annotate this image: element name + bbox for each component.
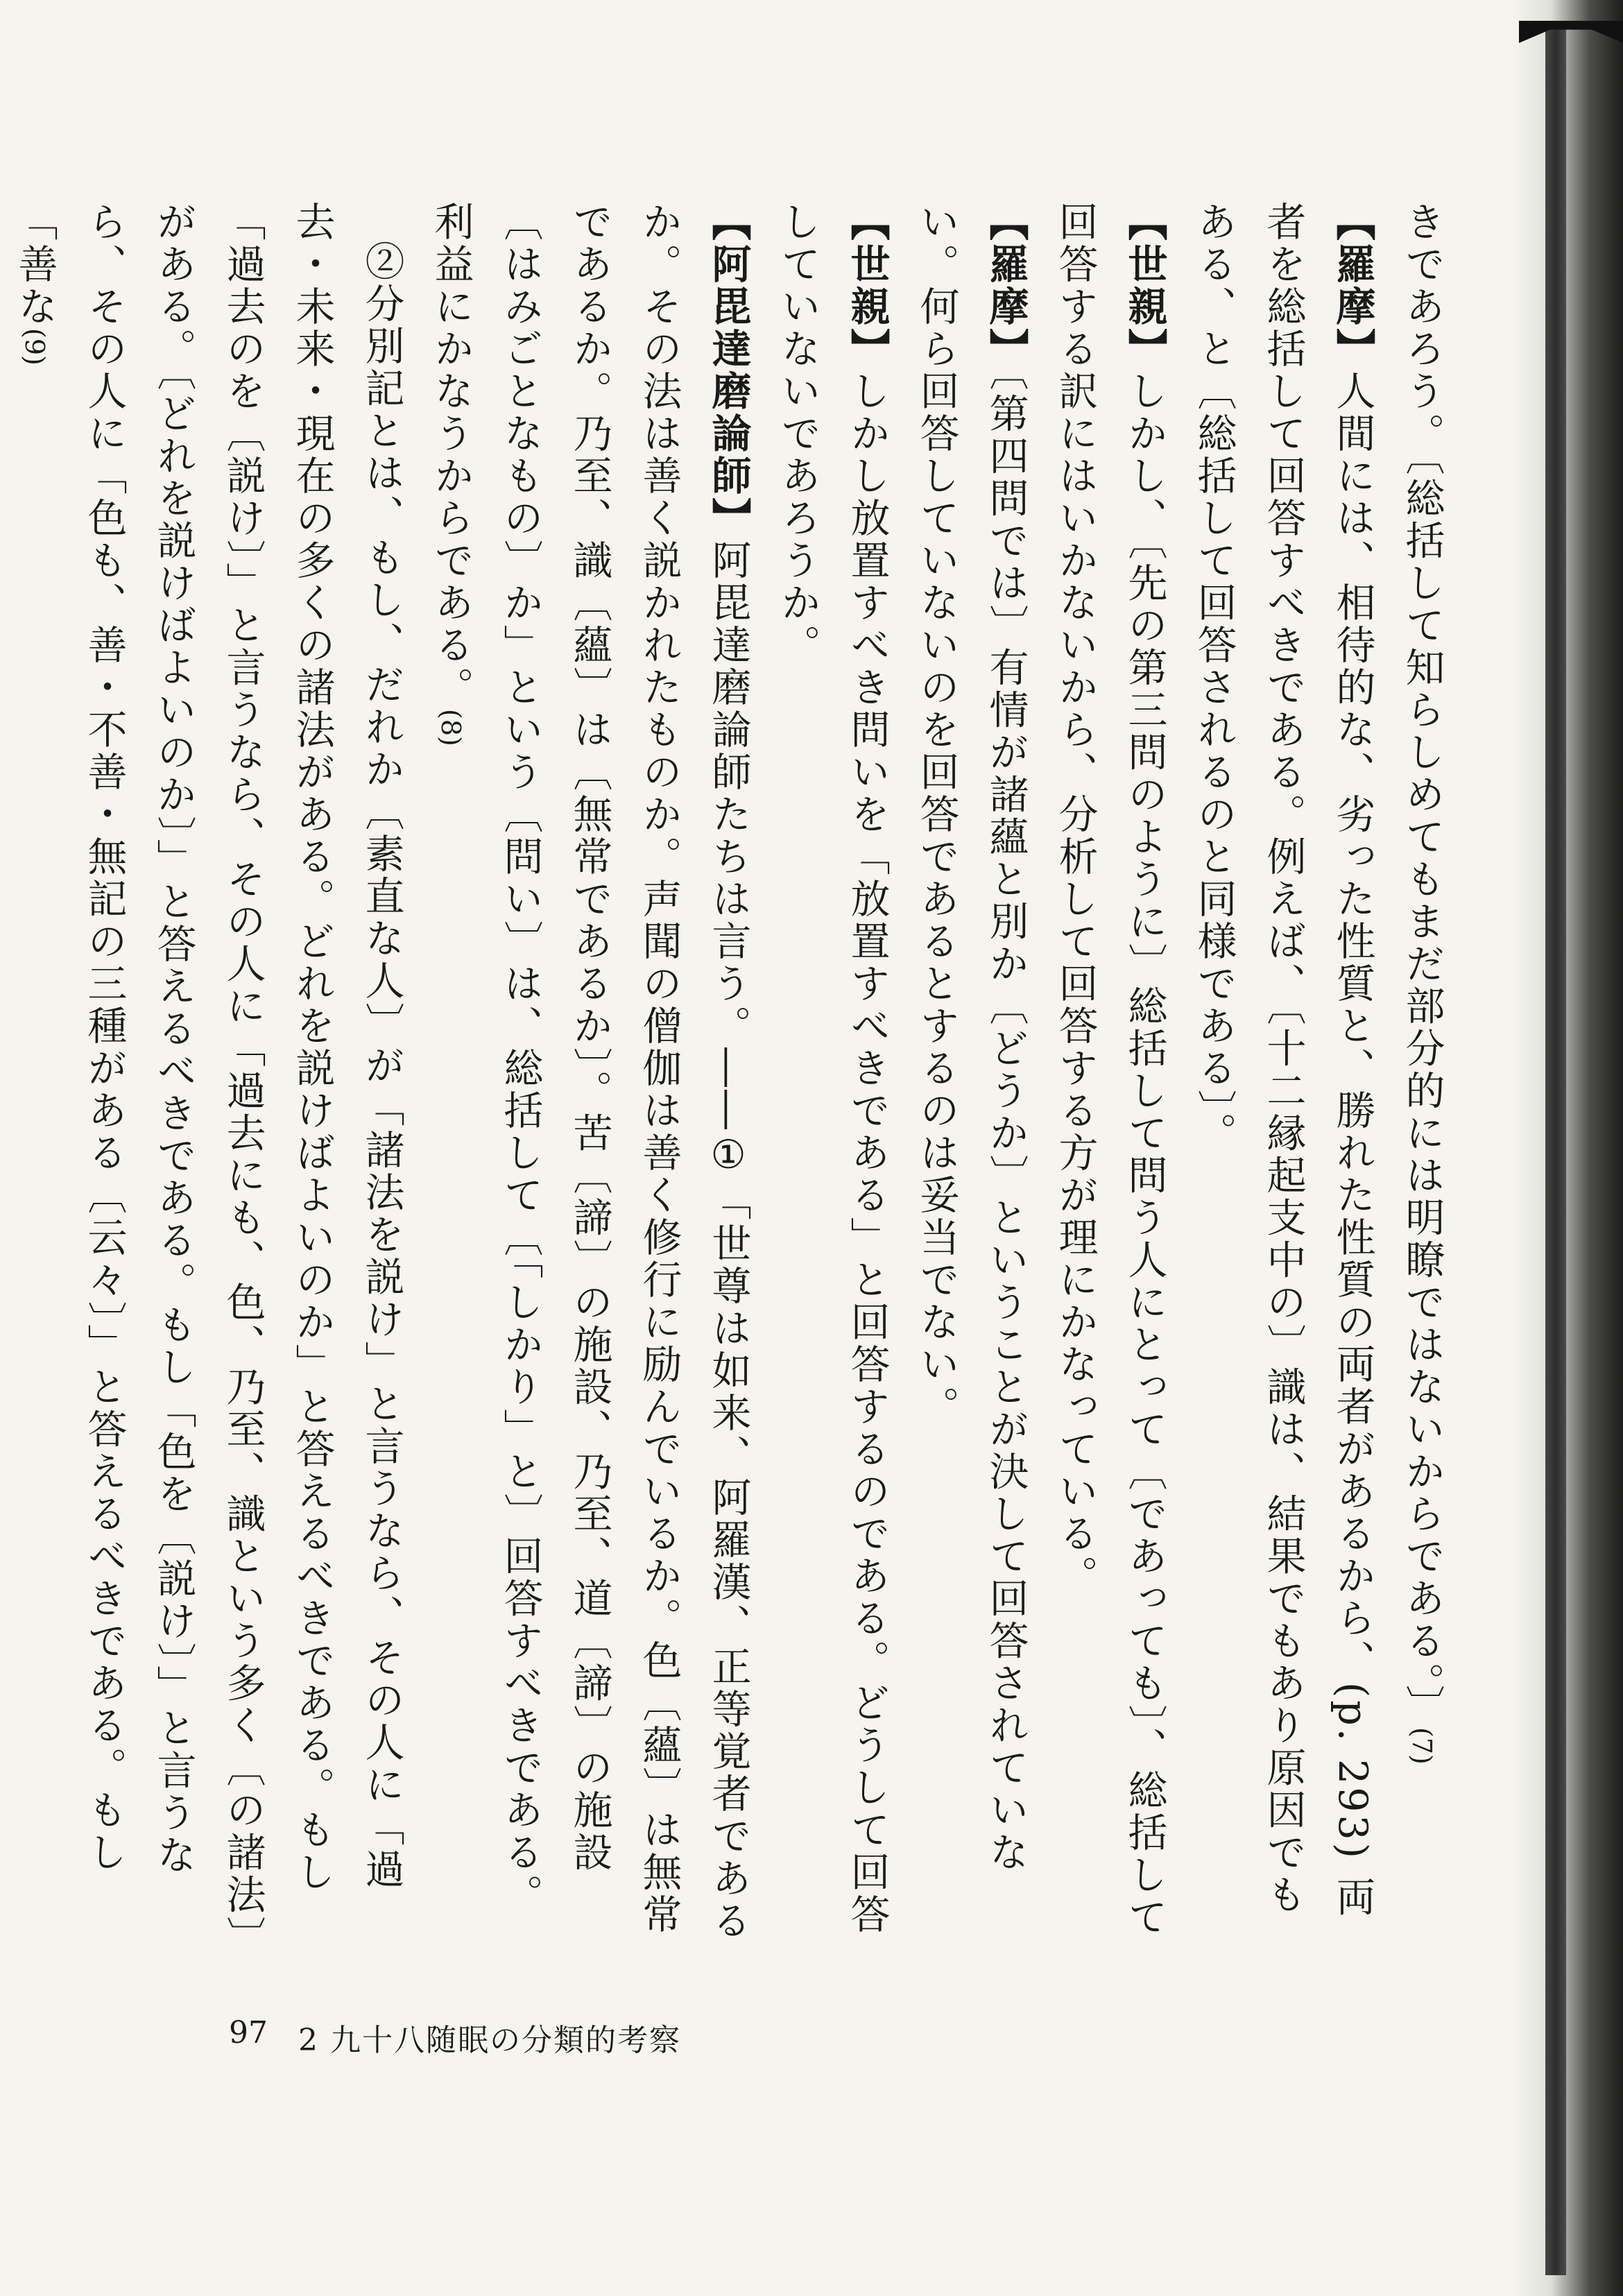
- paragraph-1: [1387, 201, 1457, 1949]
- speaker-label: 【羅摩】: [1330, 201, 1375, 370]
- book-spine-bar: [1545, 21, 1566, 2275]
- paragraph-3: [1040, 201, 1179, 1949]
- footnote-marker: (9): [19, 328, 50, 366]
- paragraph-4: [902, 201, 1040, 1949]
- paragraph-text: きであろう。〔総括して知らしめてもまだ部分的には明瞭ではないからである。〕: [1399, 201, 1445, 1727]
- speaker-label: 【羅摩】: [983, 201, 1029, 370]
- paragraph-text: 〔第四問では〕有情が諸蘊と別か〔どうか〕ということが決して回答されていない。何ら回答していないのを回答であるとするのは妥当でない。: [913, 201, 1029, 1874]
- paragraph-text: 人間には、相待的な、劣った性質と、勝れた性質の両者があるから、(p. 293) 両者を総括して回答すべきである。例えば、〔十二縁起支中の〕識は、結果でもあり原因でもある、と〔総括して回答されるのと同様である〕。: [1191, 201, 1375, 1919]
- speaker-label: 【阿毘達磨論師】: [705, 201, 751, 540]
- paragraph-text: しかし、〔先の第三問のように〕総括して問う人にとって〔であっても〕、総括して回答する訳にはいかないから、分析して回答する方が理にかなっている。: [1052, 201, 1167, 1939]
- vertical-text-block: [12, 201, 1457, 1949]
- paragraph-text: 阿毘達磨論師たちは言う。――①「世尊は如来、阿羅漢、正等覚者であるか。その法は善く説かれたものか。声聞の僧伽は善く修行に励んでいるか。色〔蘊〕は無常であるか。乃至、識〔蘊〕は〔無常であるか〕。苦〔諦〕の施設、乃至、道〔諦〕の施設〔はみごとなもの〕か」という〔問い〕は、総括して〔「しかり」と〕回答すべきである。利益にかなうからである。: [428, 201, 751, 1942]
- paragraph-text: ②分別記とは、もし、だれか〔素直な人〕が「諸法を説け」と言うなら、その人に「過去・未来・現在の多くの諸法がある。どれを説けばよいのか」と答えるべきである。もし「過去のを〔説け〕」と言うなら、その人に「過去にも、色、乃至、識という多く〔の諸法〕がある。〔どれを説けばよいのか〕」と答えるべきである。もし「色を〔説け〕」と言うなら、その人に「色も、善・不善・無記の三種がある〔云々〕」と答えるべきである。もし「善な: [12, 201, 404, 1939]
- page-footer: [0, 2015, 1623, 2071]
- page-number: 97: [229, 2015, 268, 2050]
- book-spine-shadow: [1512, 0, 1623, 2296]
- paragraph-7: [0, 201, 416, 1949]
- speaker-label: 【世親】: [1122, 201, 1167, 370]
- paragraph-text: しかし放置すべき問いを「放置すべきである」と回答するのである。どうして回答していないであろうか。: [775, 201, 890, 1936]
- paragraph-5: [763, 201, 902, 1949]
- paragraph-6: [416, 201, 763, 1949]
- speaker-label: 【世親】: [844, 201, 890, 370]
- footnote-marker: (7): [1407, 1727, 1437, 1765]
- paragraph-2: [1179, 201, 1387, 1949]
- running-head: 2 九十八随眠の分類的考察: [298, 2023, 681, 2058]
- footnote-marker: (8): [436, 709, 466, 746]
